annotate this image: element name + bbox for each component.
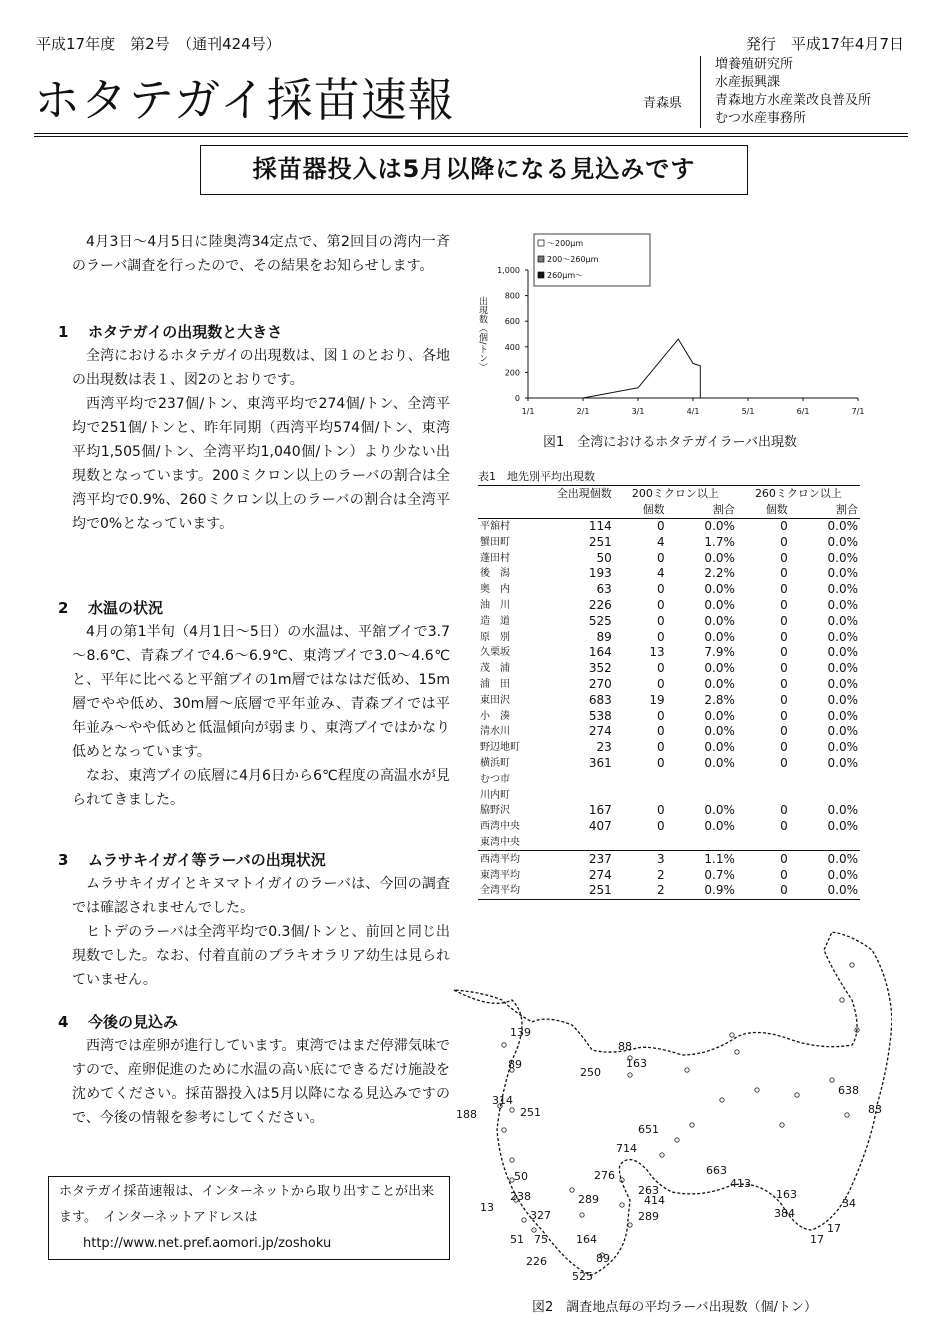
table-cell bbox=[737, 787, 790, 803]
larvae-table bbox=[478, 468, 860, 900]
table-cell: 89 bbox=[596, 629, 612, 644]
station-label: 414 bbox=[644, 1194, 665, 1207]
table-cell: 0 bbox=[780, 597, 788, 612]
table-cell: 0.0% bbox=[827, 755, 858, 770]
station-label: 263 bbox=[638, 1184, 659, 1197]
row-location: 東田沢 bbox=[480, 694, 510, 706]
legend-label: 260μm～ bbox=[547, 271, 584, 280]
table-cell: 0 bbox=[780, 550, 788, 565]
internet-notice bbox=[48, 1176, 450, 1260]
legend-swatch bbox=[538, 256, 544, 262]
page-title: ホタテガイ採苗速報 bbox=[34, 73, 455, 127]
org-item: 増養殖研究所 bbox=[715, 57, 794, 72]
table-cell: 0 bbox=[780, 518, 788, 533]
table-row bbox=[478, 803, 860, 819]
table-row bbox=[478, 645, 860, 661]
table-cell: 0 bbox=[780, 708, 788, 723]
table-cell: 3 bbox=[614, 851, 667, 867]
y-tick-label: 1,000 bbox=[497, 266, 520, 275]
station-label: 663 bbox=[706, 1164, 727, 1177]
table-cell: 0.0% bbox=[790, 851, 860, 867]
station-label: 88 bbox=[618, 1040, 632, 1053]
row-location: 原 別 bbox=[480, 631, 510, 643]
y-axis-label: 出現数（個/トン） bbox=[477, 296, 487, 372]
table-cell: 0 bbox=[657, 550, 665, 565]
table-cell: 2.2% bbox=[704, 566, 735, 581]
section-heading: 2 水温の状況 bbox=[58, 599, 164, 617]
section-heading: 1 ホタテガイの出現数と大きさ bbox=[58, 323, 283, 341]
table-cell: 0.0% bbox=[827, 676, 858, 691]
station-dot bbox=[502, 1043, 506, 1047]
row-location: 脇野沢 bbox=[480, 805, 510, 817]
station-dot bbox=[780, 1123, 784, 1127]
table-cell: 0.0% bbox=[827, 566, 858, 581]
table-cell: 50 bbox=[596, 550, 612, 565]
station-label: 250 bbox=[580, 1066, 601, 1079]
table-row bbox=[478, 708, 860, 724]
station-dot bbox=[660, 1153, 664, 1157]
table-row bbox=[478, 598, 860, 614]
section-paragraph: 西湾では産卵が進行しています。東湾ではまだ停滞気味ですので、産卵促進のために水温の高い底にできるだけ施設を沈めてください。採苗器投入は5月以降になる見込みですので、今後の情報を参考にしてください。 bbox=[72, 1038, 450, 1126]
x-tick-label: 2/1 bbox=[576, 407, 590, 416]
station-dot bbox=[675, 1138, 679, 1142]
org-item: むつ水産事務所 bbox=[715, 111, 807, 126]
table-cell: 0.0% bbox=[704, 708, 735, 723]
table-cell: 0 bbox=[780, 582, 788, 597]
station-label: 289 bbox=[638, 1210, 659, 1223]
station-label: 651 bbox=[638, 1123, 659, 1136]
table bbox=[478, 486, 860, 900]
y-tick-label: 600 bbox=[504, 317, 520, 327]
station-label: 413 bbox=[730, 1177, 751, 1190]
station-dot bbox=[850, 963, 854, 967]
station-label: 89 bbox=[508, 1058, 522, 1071]
table-cell: 0.0% bbox=[827, 708, 858, 723]
notice-url[interactable]: http://www.net.pref.aomori.jp/zoshoku bbox=[83, 1236, 332, 1251]
table-row bbox=[478, 835, 860, 851]
station-dot bbox=[532, 1228, 536, 1232]
series-area bbox=[583, 339, 700, 398]
x-tick-label: 7/1 bbox=[851, 407, 865, 416]
station-label: 17 bbox=[810, 1233, 824, 1246]
table-cell: 0.0% bbox=[827, 645, 858, 660]
station-label: 714 bbox=[616, 1142, 637, 1155]
station-dot bbox=[510, 1158, 514, 1162]
table-cell: 2.8% bbox=[704, 692, 735, 707]
section-paragraph: ヒトデのラーバは全湾平均で0.3個/トンと、前回と同じ出現数でした。なお、付着直前のブラキオラリア幼生は見られていません。 bbox=[72, 924, 450, 988]
table-cell: 0 bbox=[780, 566, 788, 581]
station-dot bbox=[510, 1108, 514, 1112]
station-label: 164 bbox=[576, 1233, 597, 1246]
table-cell bbox=[667, 835, 737, 851]
section-paragraph: 全湾におけるホタテガイの出現数は、図１のとおり、各地の出現数は表１、図2のとおりです。 bbox=[72, 348, 450, 388]
station-dot bbox=[522, 1218, 526, 1222]
section-1 bbox=[58, 320, 450, 536]
x-tick-label: 5/1 bbox=[741, 407, 755, 416]
organization-list bbox=[700, 56, 871, 128]
station-dot bbox=[570, 1188, 574, 1192]
row-location: 川内町 bbox=[480, 789, 510, 801]
table-cell bbox=[614, 771, 667, 787]
col-subheader: 割合 bbox=[790, 502, 860, 518]
y-tick-label: 800 bbox=[504, 291, 520, 301]
table-row bbox=[478, 518, 860, 534]
row-location: 造 道 bbox=[480, 615, 510, 627]
row-location: 西湾平均 bbox=[478, 851, 534, 867]
table-row bbox=[478, 883, 860, 899]
table-cell: 0.0% bbox=[827, 692, 858, 707]
col-header: 260ミクロン以上 bbox=[754, 487, 842, 501]
station-dot bbox=[795, 1093, 799, 1097]
table-cell: 0.0% bbox=[704, 819, 735, 834]
table-row bbox=[478, 692, 860, 708]
org-item: 青森地方水産業改良普及所 bbox=[715, 93, 872, 108]
station-dot bbox=[502, 1128, 506, 1132]
row-location: 蓬田村 bbox=[480, 552, 510, 564]
table-row bbox=[478, 740, 860, 756]
table-cell: 164 bbox=[588, 645, 612, 660]
row-location: 清水川 bbox=[480, 726, 510, 738]
table-cell: 0.0% bbox=[827, 613, 858, 628]
table-row bbox=[478, 613, 860, 629]
table-cell: 683 bbox=[588, 692, 612, 707]
station-dot bbox=[720, 1098, 724, 1102]
row-location: 平舘村 bbox=[480, 520, 510, 532]
row-location: 後 潟 bbox=[480, 568, 510, 580]
table-row bbox=[478, 819, 860, 835]
table-cell: 4 bbox=[657, 566, 665, 581]
table-row bbox=[478, 550, 860, 566]
station-label: 163 bbox=[776, 1188, 797, 1201]
station-label: 314 bbox=[492, 1094, 513, 1107]
x-tick-label: 6/1 bbox=[796, 407, 810, 416]
table-cell: 0 bbox=[780, 819, 788, 834]
row-location: 浦 田 bbox=[480, 678, 510, 690]
table-cell: 0 bbox=[737, 851, 790, 867]
table-cell: 0.0% bbox=[827, 597, 858, 612]
table-cell bbox=[790, 835, 860, 851]
table-cell: 7.9% bbox=[704, 645, 735, 660]
table-cell: 0 bbox=[780, 755, 788, 770]
table-cell: 0.0% bbox=[704, 724, 735, 739]
table-cell bbox=[534, 835, 614, 851]
table-cell: 274 bbox=[588, 724, 612, 739]
table-cell: 538 bbox=[588, 708, 612, 723]
table-row bbox=[478, 534, 860, 550]
table-cell: 0.0% bbox=[704, 629, 735, 644]
prefecture: 青森県 bbox=[643, 96, 683, 111]
table-cell: 4 bbox=[657, 534, 665, 549]
table-cell: 361 bbox=[588, 755, 612, 770]
x-tick-label: 4/1 bbox=[686, 407, 700, 416]
table-cell: 0 bbox=[657, 819, 665, 834]
station-dot bbox=[830, 1078, 834, 1082]
table-cell: 0.0% bbox=[704, 755, 735, 770]
table-cell: 0 bbox=[657, 708, 665, 723]
row-location: 東湾平均 bbox=[480, 869, 520, 881]
station-label: 226 bbox=[526, 1255, 547, 1268]
table-cell: 0.0% bbox=[704, 582, 735, 597]
header-rule bbox=[34, 133, 908, 137]
table-cell: 19 bbox=[649, 692, 665, 707]
table-cell: 0.0% bbox=[827, 803, 858, 818]
station-label: 327 bbox=[530, 1209, 551, 1222]
x-tick-label: 1/1 bbox=[521, 407, 535, 416]
table-cell: 0 bbox=[780, 867, 788, 882]
issue-date: 発行 平成17年4月7日 bbox=[745, 35, 904, 53]
col-header: 全出現個数 bbox=[556, 487, 612, 501]
intro-paragraph: 4月3日～4月5日に陸奥湾34定点で、第2回目の湾内一斉のラーバ調査を行ったので、その結果をお知らせします。 bbox=[72, 234, 450, 274]
table-cell: 0 bbox=[657, 740, 665, 755]
table-cell: 0.0% bbox=[704, 597, 735, 612]
station-label: 251 bbox=[520, 1106, 541, 1119]
station-label: 525 bbox=[572, 1270, 593, 1283]
table-cell: 114 bbox=[588, 518, 612, 533]
station-label: 34 bbox=[842, 1197, 856, 1210]
station-dot bbox=[685, 1068, 689, 1072]
station-dot bbox=[845, 1113, 849, 1117]
larvae-chart bbox=[470, 228, 870, 458]
bay-map bbox=[452, 930, 892, 1300]
row-location: 野辺地町 bbox=[480, 742, 520, 754]
station-label: 638 bbox=[838, 1084, 859, 1097]
section-heading: 3 ムラサキイガイ等ラーバの出現状況 bbox=[58, 851, 326, 869]
table-cell: 251 bbox=[534, 883, 614, 899]
table-cell bbox=[614, 787, 667, 803]
table-cell: 274 bbox=[588, 867, 612, 882]
table-row bbox=[478, 867, 860, 883]
x-tick-label: 3/1 bbox=[631, 407, 645, 416]
table-cell: 0.9% bbox=[667, 883, 737, 899]
section-paragraph: 4月の第1半旬（4月1日～5日）の水温は、平舘ブイで3.7～8.6℃、青森ブイで4.6～6.9℃、東湾ブイで3.0～4.6℃と、平年に比べると平舘ブイの1m層ではなはだ低め、15m層でやや低め、30m層～底層で平年並み、青森ブイでは平年並み～やや低めと低温傾向が弱まり、東湾ブイではかなり低めとなっています。 bbox=[72, 624, 450, 760]
station-label: 163 bbox=[626, 1057, 647, 1070]
table-cell: 0.0% bbox=[827, 550, 858, 565]
station-dot bbox=[580, 1213, 584, 1217]
legend-label: ～200μm bbox=[547, 239, 584, 248]
table-cell: 0.0% bbox=[704, 518, 735, 533]
map-caption: 図2 調査地点毎の平均ラーバ出現数（個/トン） bbox=[532, 1300, 818, 1315]
table-cell: 0 bbox=[657, 661, 665, 676]
table-cell: 0.0% bbox=[827, 740, 858, 755]
table-cell: 0.0% bbox=[827, 582, 858, 597]
legend-swatch bbox=[538, 240, 544, 246]
y-tick-label: 0 bbox=[514, 394, 520, 403]
table-cell: 0 bbox=[780, 676, 788, 691]
table-cell: 0 bbox=[657, 582, 665, 597]
station-dot bbox=[840, 998, 844, 1002]
station-dot bbox=[730, 1033, 734, 1037]
table-cell bbox=[667, 787, 737, 803]
table-cell: 0 bbox=[657, 518, 665, 533]
table-cell: 1.1% bbox=[667, 851, 737, 867]
y-tick-label: 200 bbox=[504, 368, 520, 378]
station-label: 188 bbox=[456, 1108, 477, 1121]
table-cell: 0 bbox=[657, 724, 665, 739]
table-cell: 0.0% bbox=[704, 613, 735, 628]
table-cell: 0.0% bbox=[704, 550, 735, 565]
station-dot bbox=[628, 1223, 632, 1227]
table-cell: 0 bbox=[737, 883, 790, 899]
table-cell: 270 bbox=[588, 676, 612, 691]
table-row bbox=[478, 771, 860, 787]
row-location: むつ市 bbox=[480, 773, 510, 785]
org-item: 水産振興課 bbox=[715, 75, 781, 90]
table-cell: 0.7% bbox=[704, 867, 735, 882]
table-cell: 0 bbox=[657, 629, 665, 644]
col-header: 200ミクロン以上 bbox=[631, 487, 719, 501]
table-row bbox=[478, 724, 860, 740]
table-cell: 0 bbox=[657, 755, 665, 770]
table-cell: 0.0% bbox=[704, 676, 735, 691]
row-location: 横浜町 bbox=[480, 757, 510, 769]
table-cell bbox=[790, 771, 860, 787]
station-label: 238 bbox=[510, 1190, 531, 1203]
section-2 bbox=[58, 596, 450, 812]
table-cell: 0.0% bbox=[827, 534, 858, 549]
table-cell bbox=[614, 835, 667, 851]
table-cell: 0.0% bbox=[704, 803, 735, 818]
table-cell: 0.0% bbox=[827, 819, 858, 834]
section-3 bbox=[58, 848, 450, 992]
intro-text bbox=[72, 230, 450, 278]
row-location: 奥 内 bbox=[480, 584, 510, 596]
col-subheader: 個数 bbox=[737, 502, 790, 518]
station-label: 13 bbox=[480, 1201, 494, 1214]
station-dot bbox=[690, 1123, 694, 1127]
station-dot bbox=[628, 1073, 632, 1077]
table-cell: 0 bbox=[780, 534, 788, 549]
station-label: 83 bbox=[868, 1103, 882, 1116]
table-cell: 23 bbox=[596, 740, 612, 755]
legend-label: 200～260μm bbox=[547, 255, 599, 264]
issue-info: 平成17年度 第2号 （通刊424号） bbox=[36, 35, 281, 53]
col-subheader: 割合 bbox=[667, 502, 737, 518]
table-cell: 167 bbox=[588, 803, 612, 818]
legend-swatch bbox=[538, 272, 544, 278]
table-cell: 352 bbox=[588, 661, 612, 676]
table-cell bbox=[667, 771, 737, 787]
row-location: 茂 浦 bbox=[480, 663, 510, 675]
table-row bbox=[478, 787, 860, 803]
table-row bbox=[478, 756, 860, 772]
station-label: 276 bbox=[594, 1169, 615, 1182]
table-cell: 13 bbox=[649, 645, 665, 660]
table-cell: 0.0% bbox=[827, 661, 858, 676]
table-cell: 251 bbox=[588, 534, 612, 549]
table-cell: 2 bbox=[614, 883, 667, 899]
table-cell: 525 bbox=[588, 613, 612, 628]
table-cell bbox=[790, 787, 860, 803]
table-cell: 193 bbox=[588, 566, 612, 581]
station-label: 289 bbox=[578, 1193, 599, 1206]
notice-text: ホタテガイ採苗速報は、インターネットから取り出すことが出来ます。 インターネットアドレスは bbox=[59, 1184, 435, 1225]
table-cell: 0.0% bbox=[827, 867, 858, 882]
section-heading: 4 今後の見込み bbox=[58, 1013, 179, 1031]
section-paragraph: 西湾平均で237個/トン、東湾平均で274個/トン、全湾平均で251個/トンと、昨年同期（西湾平均574個/トン、東湾平均1,505個/トン、全湾平均1,040個/トン）より少ない出現数となっています。200ミクロン以上のラーバの割合は全湾平均で0.9%、260ミクロン以上のラーバの割合は全湾平均で0%となっています。 bbox=[72, 396, 450, 532]
headline-box: 採苗器投入は5月以降になる見込みです bbox=[200, 145, 748, 195]
table-cell: 2 bbox=[657, 867, 665, 882]
table-row bbox=[478, 661, 860, 677]
table-row bbox=[478, 677, 860, 693]
table-cell: 0 bbox=[780, 613, 788, 628]
table-cell bbox=[534, 787, 614, 803]
col-subheader: 個数 bbox=[614, 502, 667, 518]
station-label: 50 bbox=[514, 1170, 528, 1183]
row-location: 東湾中央 bbox=[480, 836, 520, 848]
station-label: 89 bbox=[596, 1252, 610, 1265]
chart-caption: 図1 全湾におけるホタテガイラーバ出現数 bbox=[543, 435, 797, 450]
station-dot bbox=[755, 1088, 759, 1092]
table-cell: 0 bbox=[780, 740, 788, 755]
table-cell: 0.0% bbox=[827, 629, 858, 644]
section-paragraph: ムラサキイガイとキヌマトイガイのラーバは、今回の調査では確認されませんでした。 bbox=[72, 876, 450, 916]
table-cell bbox=[737, 835, 790, 851]
chart-legend bbox=[534, 234, 650, 286]
section-4 bbox=[58, 1010, 450, 1130]
table-cell: 63 bbox=[596, 582, 612, 597]
table-cell: 226 bbox=[588, 597, 612, 612]
table-cell: 407 bbox=[588, 819, 612, 834]
station-label: 384 bbox=[774, 1207, 795, 1220]
table-cell: 1.7% bbox=[704, 534, 735, 549]
station-label: 17 bbox=[827, 1222, 841, 1235]
table-row bbox=[478, 851, 860, 867]
table-cell: 0.0% bbox=[704, 740, 735, 755]
table-cell: 0 bbox=[657, 597, 665, 612]
table-cell: 0 bbox=[780, 803, 788, 818]
station-label: 51 bbox=[510, 1233, 524, 1246]
row-location: 蟹田町 bbox=[480, 536, 510, 548]
table-title: 表1 地先別平均出現数 bbox=[478, 468, 860, 486]
table-row bbox=[478, 582, 860, 598]
row-location: 油 川 bbox=[480, 599, 510, 611]
station-dot bbox=[735, 1050, 739, 1054]
table-cell: 0.0% bbox=[827, 518, 858, 533]
table-cell: 0 bbox=[780, 661, 788, 676]
row-location: 小 湊 bbox=[480, 710, 510, 722]
table-cell: 0 bbox=[780, 629, 788, 644]
table-cell: 0.0% bbox=[704, 661, 735, 676]
table-cell: 0 bbox=[780, 724, 788, 739]
row-location: 久栗坂 bbox=[480, 647, 510, 659]
row-location: 西湾中央 bbox=[480, 821, 520, 833]
table-cell: 0 bbox=[657, 613, 665, 628]
table-cell: 0.0% bbox=[790, 883, 860, 899]
table-row bbox=[478, 566, 860, 582]
section-paragraph: なお、東湾ブイの底層に4月6日から6℃程度の高温水が見られてきました。 bbox=[72, 768, 450, 808]
table-cell: 0 bbox=[780, 692, 788, 707]
station-label: 75 bbox=[534, 1233, 548, 1246]
table-cell: 0 bbox=[780, 645, 788, 660]
y-tick-label: 400 bbox=[504, 342, 520, 352]
table-cell: 0.0% bbox=[827, 724, 858, 739]
station-label: 139 bbox=[510, 1026, 531, 1039]
row-location: 全湾平均 bbox=[478, 883, 534, 899]
station-dot bbox=[620, 1203, 624, 1207]
table-cell bbox=[534, 771, 614, 787]
table-cell: 0 bbox=[657, 676, 665, 691]
table-row bbox=[478, 629, 860, 645]
table-cell bbox=[737, 771, 790, 787]
table-cell: 0 bbox=[657, 803, 665, 818]
table-cell: 237 bbox=[534, 851, 614, 867]
